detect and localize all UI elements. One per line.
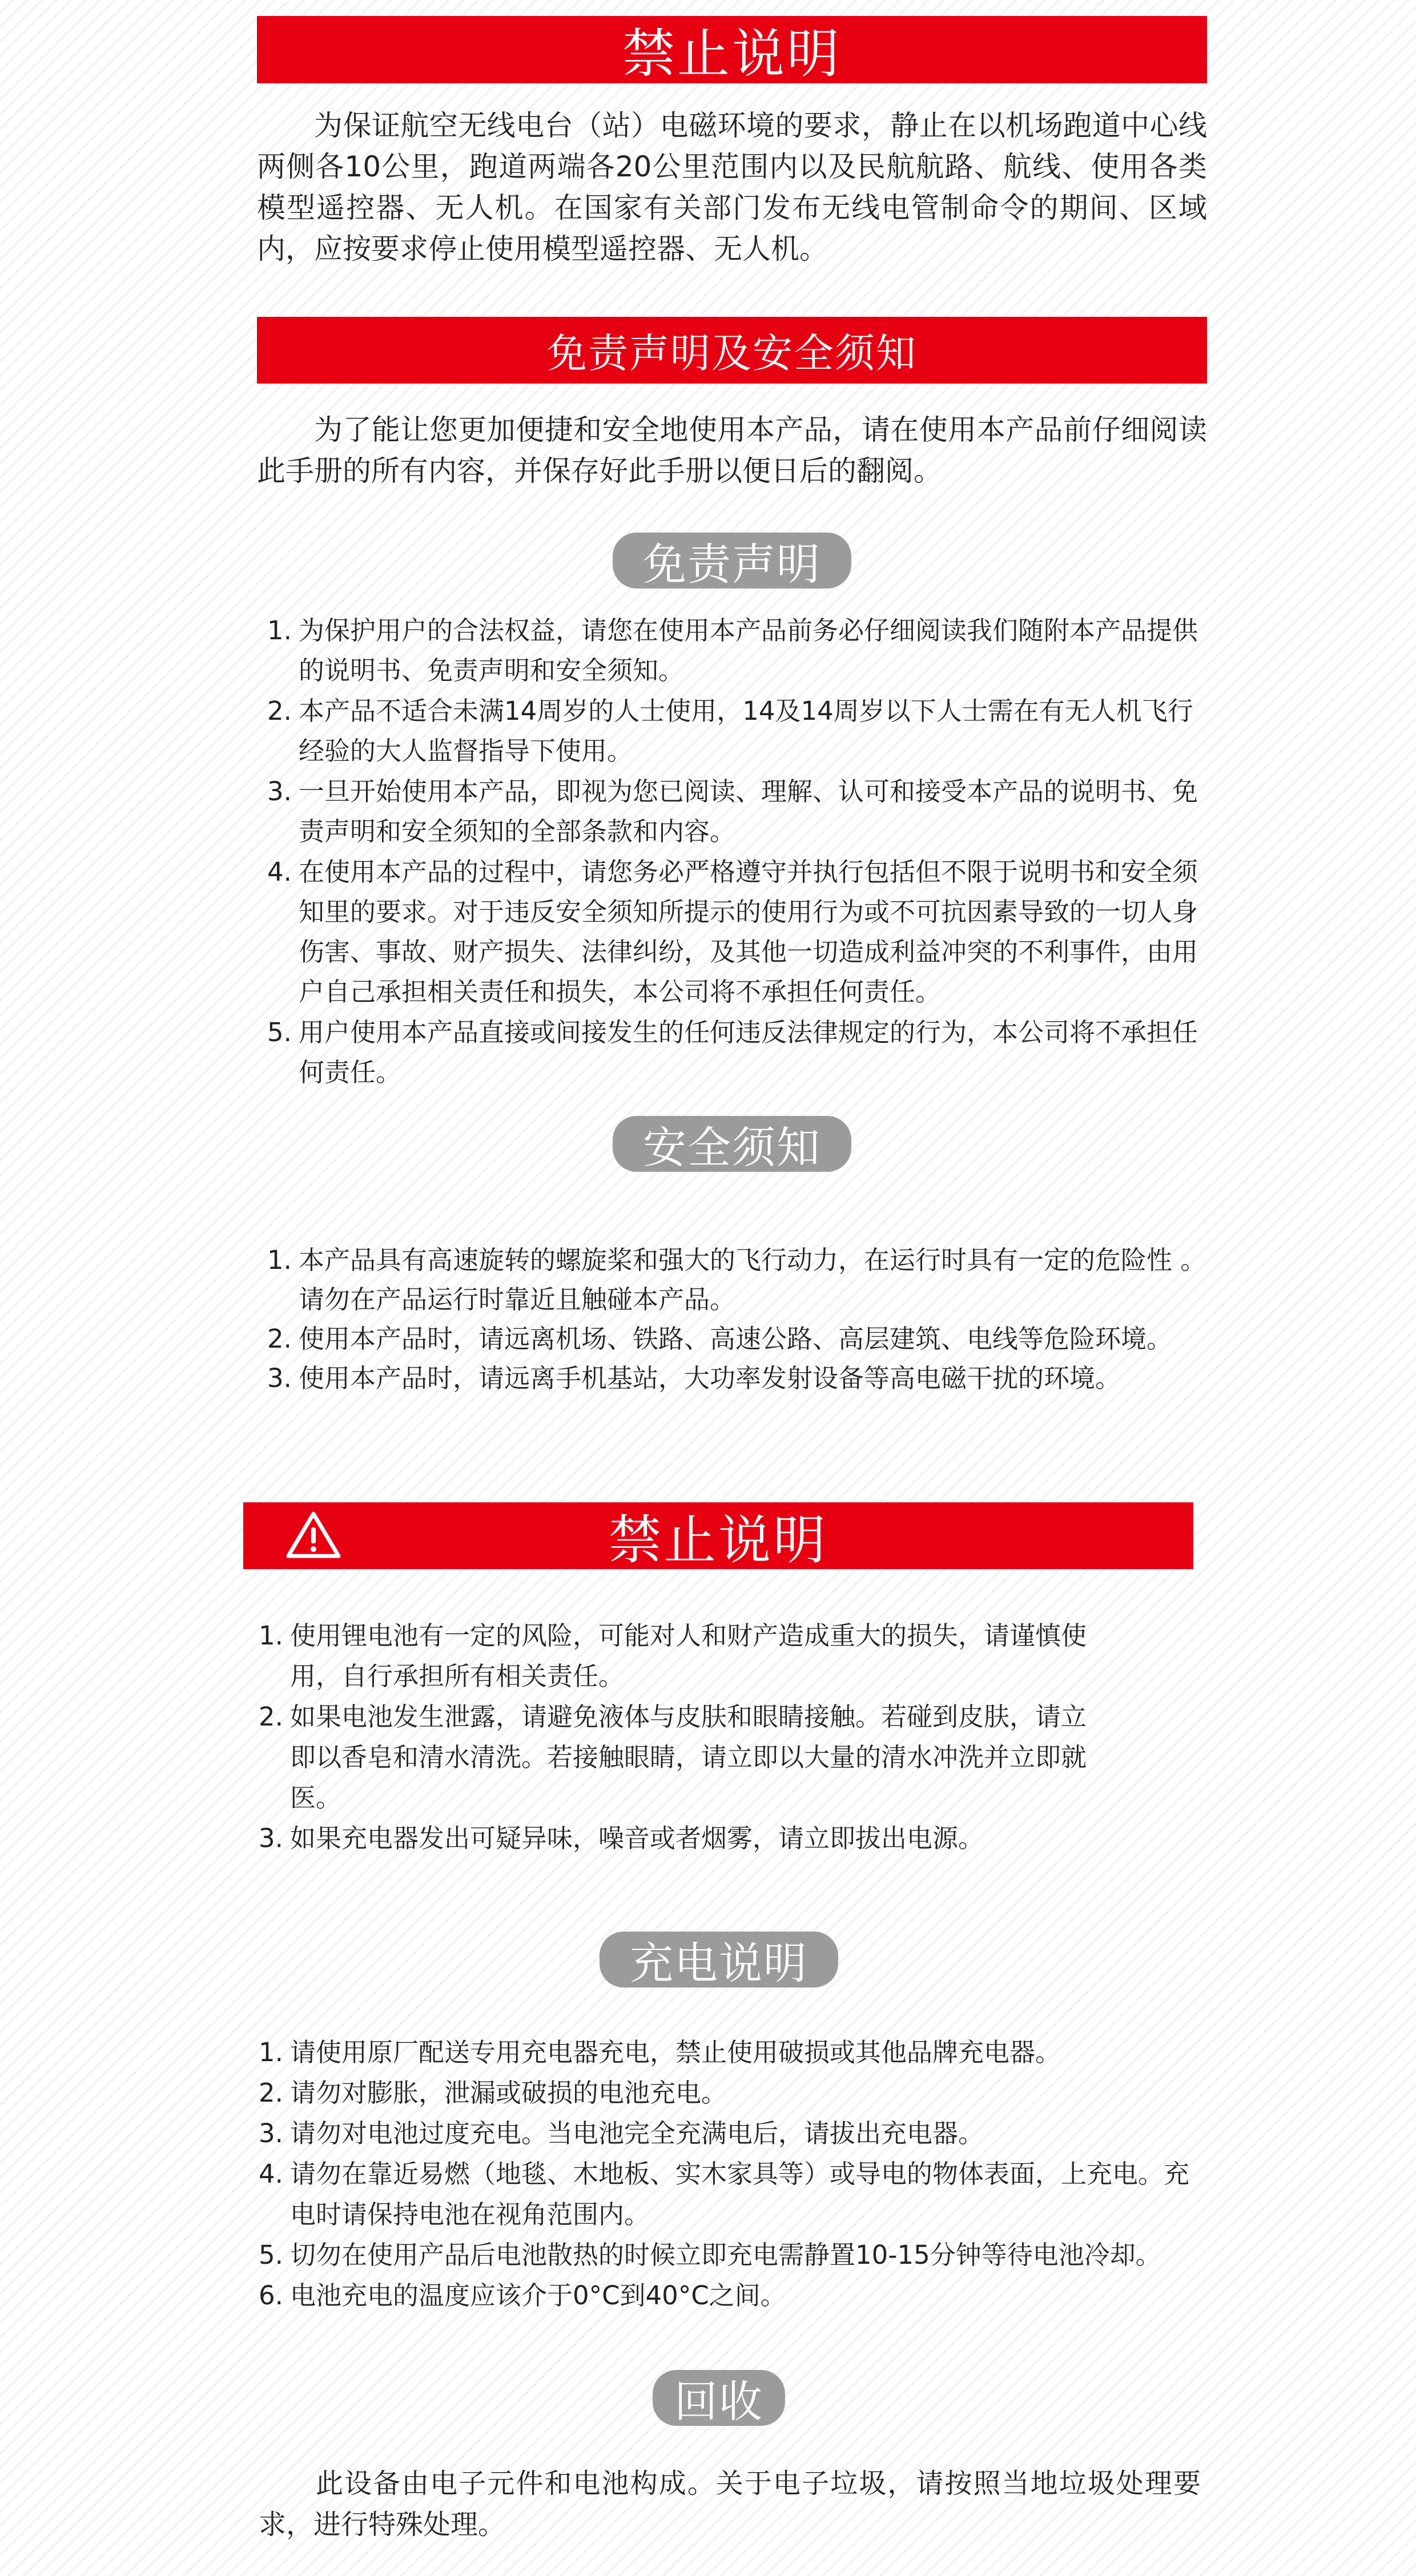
list-item: 5. 切勿在使用产品后电池散热的时候立即充电需静置10-15分钟等待电池冷却。 bbox=[259, 2240, 1161, 2270]
charging-list bbox=[259, 2032, 1201, 2316]
battery-prohibition-banner bbox=[243, 1502, 1193, 1569]
prohibition-title: 禁止说明 bbox=[622, 23, 842, 84]
recycling-label: 回收 bbox=[653, 2370, 785, 2426]
list-item: 6. 电池充电的温度应该介于0°C到40°C之间。 bbox=[259, 2280, 786, 2311]
battery-prohibition-title: 禁止说明 bbox=[608, 1509, 828, 1571]
recycling-paragraph: 此设备由电子元件和电池构成。关于电子垃圾，请按照当地垃圾处理要求，进行特殊处理。 bbox=[259, 2468, 1201, 2541]
disclaimer-safety-banner bbox=[257, 317, 1207, 384]
prohibition-banner bbox=[257, 16, 1207, 83]
list-item: 1. 使用锂电池有一定的风险，可能对人和财产造成重大的损失，请谨慎使用，自行承担所有相关责任。 bbox=[259, 1620, 1087, 1691]
list-item: 3. 如果充电器发出可疑异味，噪音或者烟雾，请立即拔出电源。 bbox=[259, 1823, 984, 1853]
list-item: 3. 一旦开始使用本产品，即视为您已阅读、理解、认可和接受本产品的说明书、免责声明和安全须知的全部条款和内容。 bbox=[267, 776, 1198, 846]
list-item: 5. 用户使用本产品直接或间接发生的任何违反法律规定的行为，本公司将不承担任何责任。 bbox=[267, 1017, 1198, 1087]
safety-label: 安全须知 bbox=[613, 1116, 851, 1172]
safety-list bbox=[267, 1240, 1218, 1398]
list-item: 2. 使用本产品时，请远离机场、铁路、高速公路、高层建筑、电线等危险环境。 bbox=[267, 1324, 1173, 1354]
list-item: 3. 使用本产品时，请远离手机基站，大功率发射设备等高电磁干扰的环境。 bbox=[267, 1363, 1121, 1393]
list-item: 2. 如果电池发生泄露，请避免液体与皮肤和眼睛接触。若碰到皮肤，请立即以香皂和清水清洗。若接触眼睛，请立即以大量的清水冲洗并立即就医。 bbox=[259, 1702, 1087, 1813]
list-item: 3. 请勿对电池过度充电。当电池完全充满电后，请拔出充电器。 bbox=[259, 2118, 984, 2148]
disclaimer-safety-paragraph: 为了能让您更加便捷和安全地使用本产品，请在使用本产品前仔细阅读此手册的所有内容，并保存好此手册以便日后的翻阅。 bbox=[257, 413, 1207, 487]
list-item: 4. 在使用本产品的过程中，请您务必严格遵守并执行包括但不限于说明书和安全须知里的要求。对于违反安全须知所提示的使用行为或不可抗因素导致的一切人身伤害、事故、财产损失、法律纠纷，及其他一切造成利益冲突的不利事件，由用户自己承担相关责任和损失，本公司将不承担任何责任。 bbox=[267, 857, 1198, 1007]
battery-prohibition-list bbox=[259, 1615, 1087, 1859]
charging-label: 充电说明 bbox=[600, 1932, 838, 1988]
prohibition-paragraph: 为保证航空无线电台（站）电磁环境的要求，静止在以机场跑道中心线两侧各10公里，跑道两端各20公里范围内以及民航航路、航线、使用各类模型遥控器、无人机。在国家有关部门发布无线电管制命令的期间、区域内，应按要求停止使用模型遥控器、无人机。 bbox=[257, 109, 1207, 265]
list-item: 1. 请使用原厂配送专用充电器充电，禁止使用破损或其他品牌充电器。 bbox=[259, 2037, 1061, 2067]
list-item: 2. 本产品不适合未满14周岁的人士使用，14及14周岁以下人士需在有无人机飞行经验的大人监督指导下使用。 bbox=[267, 696, 1193, 766]
disclaimer-safety-title: 免责声明及安全须知 bbox=[547, 330, 917, 377]
disclaimer-list bbox=[267, 611, 1205, 1093]
warning-triangle-icon bbox=[285, 1510, 341, 1558]
disclaimer-label: 免责声明 bbox=[613, 533, 851, 588]
list-item: 1. 为保护用户的合法权益，请您在使用本产品前务必仔细阅读我们随附本产品提供的说明书、免责声明和安全须知。 bbox=[267, 615, 1198, 686]
list-item: 1. 本产品具有高速旋转的螺旋桨和强大的飞行动力，在运行时具有一定的危险性 。请勿在产品运行时靠近且触碰本产品。 bbox=[267, 1245, 1206, 1315]
list-item: 4. 请勿在靠近易燃（地毯、木地板、实木家具等）或导电的物体表面，上充电。充电时请保持电池在视角范围内。 bbox=[259, 2159, 1190, 2230]
list-item: 2. 请勿对膨胀，泄漏或破损的电池充电。 bbox=[259, 2078, 727, 2108]
